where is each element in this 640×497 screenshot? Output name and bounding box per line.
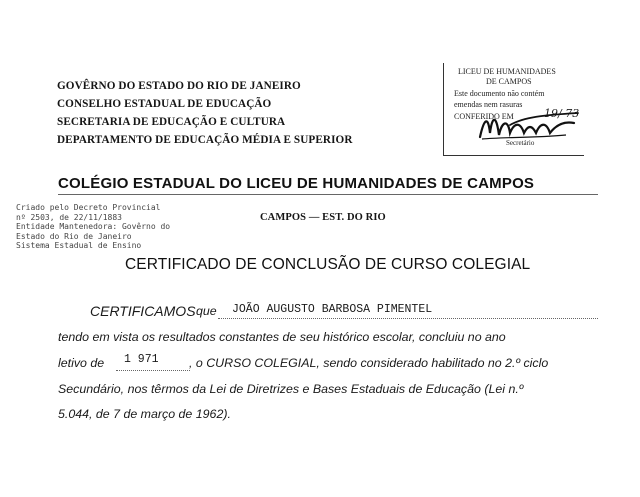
stamp-line-emendas: emendas nem rasuras — [454, 100, 523, 109]
name-fill-line — [218, 318, 598, 319]
stamp-line-liceu: LICEU DE HUMANIDADES — [458, 67, 556, 76]
founding-note-line: Sistema Estadual de Ensino — [16, 241, 142, 251]
certificate-title: CERTIFICADO DE CONCLUSÃO DE CURSO COLEGIAL — [125, 256, 531, 273]
certificate-line-2: tendo em vista os resultados constantes de seu histórico escolar, concluiu no ano — [58, 330, 506, 344]
founding-note-line: nº 2503, de 22/11/1883 — [16, 212, 122, 222]
founding-note-line: Entidade Mantenedora: Govêrno do — [16, 222, 171, 232]
certificamos-word: CERTIFICAMOS — [90, 303, 196, 319]
header-line-secretariat: SECRETARIA DE EDUCAÇÃO E CULTURA — [57, 116, 286, 128]
student-name: JOÃO AUGUSTO BARBOSA PIMENTEL — [232, 303, 433, 316]
founding-note-line: Estado do Rio de Janeiro — [16, 231, 132, 241]
graduation-year: 1 971 — [124, 353, 159, 366]
college-divider — [58, 194, 598, 195]
stamp-line-conferido: CONFERIDO EM — [454, 112, 514, 121]
college-location: CAMPOS — EST. DO RIO — [260, 212, 386, 223]
stamp-line-document: Este documento não contém — [454, 89, 545, 98]
header-line-council: CONSELHO ESTADUAL DE EDUCAÇÃO — [57, 98, 272, 110]
verification-stamp — [443, 63, 584, 156]
header-line-department: DEPARTAMENTO DE EDUCAÇÃO MÉDIA E SUPERIOR — [57, 134, 353, 146]
handwritten-signature — [474, 107, 582, 143]
stamp-line-campos: DE CAMPOS — [486, 77, 532, 86]
year-fill-line — [116, 370, 190, 371]
certificate-line-4: Secundário, nos têrmos da Lei de Diretrizes e Bases Estaduais de Educação (Lei n.º — [58, 382, 524, 396]
founding-note — [16, 203, 170, 251]
founding-note-line: Criado pelo Decreto Provincial — [16, 203, 161, 212]
stamp-line-secretario: Secretário — [506, 139, 535, 147]
college-name: COLÉGIO ESTADUAL DO LICEU DE HUMANIDADES DE CAMPOS — [58, 175, 535, 192]
certificate-line-3b: , o CURSO COLEGIAL, sendo considerado habilitado no 2.º ciclo — [189, 356, 549, 370]
header-line-government: GOVÊRNO DO ESTADO DO RIO DE JANEIRO — [57, 80, 301, 92]
certificate-line-5: 5.044, de 7 de março de 1962). — [58, 407, 231, 421]
que-word: que — [196, 304, 217, 318]
certificate-line-3a: letivo de — [58, 356, 105, 370]
stamp-date: 19/ 73 — [544, 107, 580, 120]
